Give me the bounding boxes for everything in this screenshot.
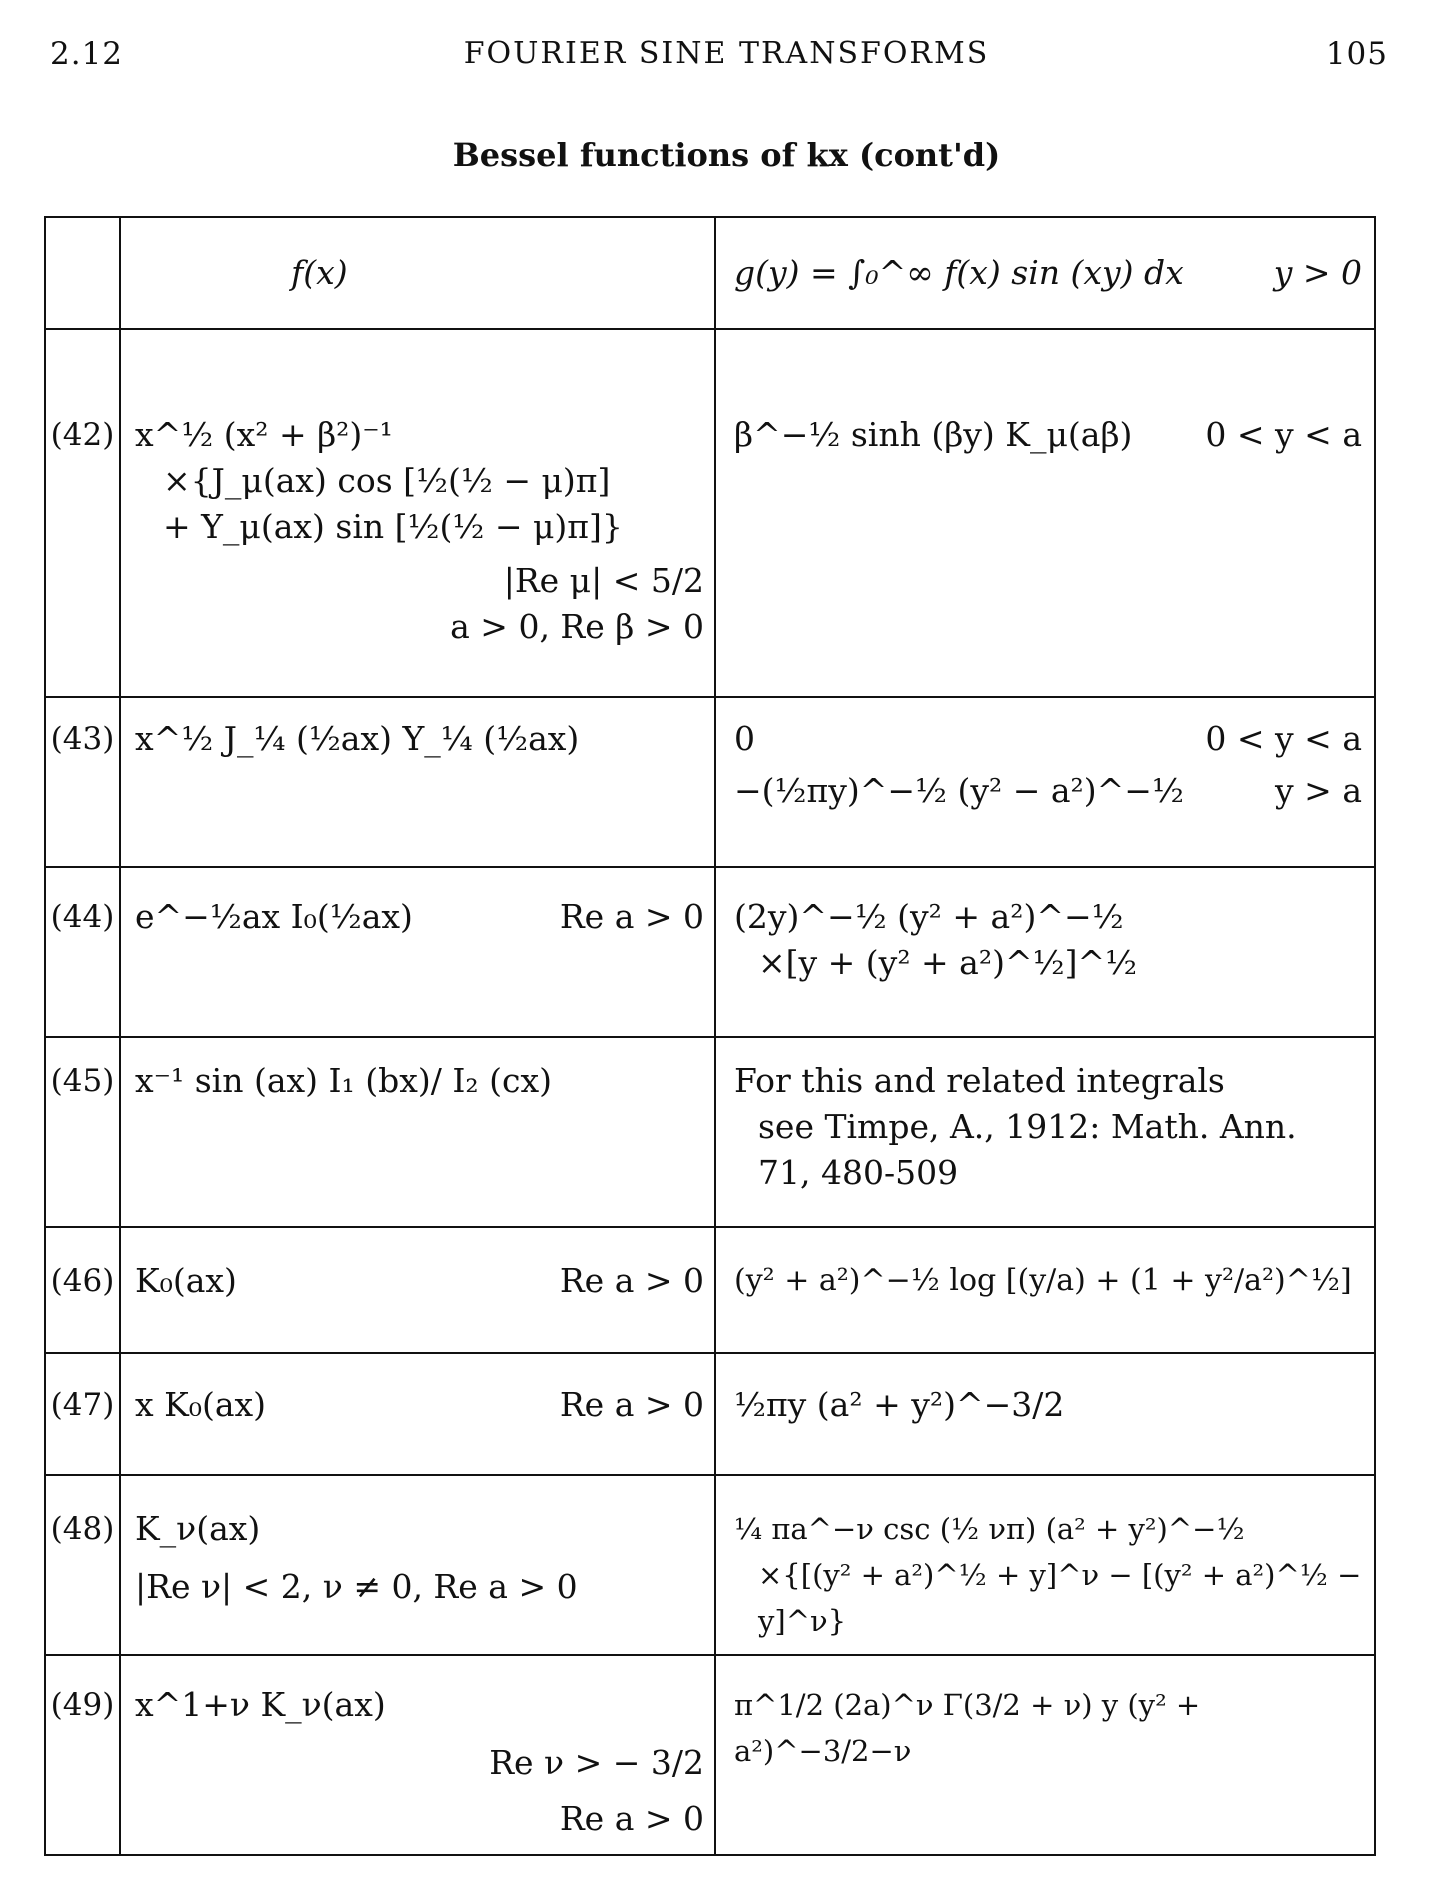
- f-line: x^½ J_¼ (½ax) Y_¼ (½ax): [135, 719, 580, 758]
- g-line: ×{[(y² + a²)^½ + y]^ν − [(y² + a²)^½ − y]^ν}: [758, 1558, 1362, 1638]
- g-line: 71, 480-509: [758, 1153, 959, 1192]
- row-g-cell: [715, 1475, 1375, 1655]
- table-row: [45, 697, 1375, 867]
- row-g-cell: [715, 1353, 1375, 1475]
- f-condition: a > 0, Re β > 0: [450, 607, 704, 646]
- f-condition: Re a > 0: [559, 1385, 704, 1424]
- header-g-cell: [715, 217, 1375, 329]
- row-number: (42): [45, 329, 120, 697]
- row-number: (47): [45, 1353, 120, 1475]
- row-number: (46): [45, 1227, 120, 1353]
- header-f-cell: [120, 217, 715, 329]
- row-g-cell: [715, 867, 1375, 1037]
- table-row: [45, 867, 1375, 1037]
- row-g-cell: [715, 1655, 1375, 1855]
- table-row: [45, 329, 1375, 697]
- f-condition: |Re ν| < 2, ν ≠ 0, Re a > 0: [135, 1567, 578, 1606]
- row-number: (48): [45, 1475, 120, 1655]
- g-line: −(½πy)^−½ (y² − a²)^−½: [734, 771, 1184, 810]
- g-line: 0: [734, 719, 755, 758]
- row-number: (44): [45, 867, 120, 1037]
- f-line: + Y_μ(ax) sin [½(½ − μ)π]}: [163, 507, 623, 546]
- transform-table: [44, 216, 1376, 1856]
- running-title: FOURIER SINE TRANSFORMS: [463, 36, 990, 71]
- header-g-condition: y > 0: [1273, 253, 1362, 292]
- table-subtitle: Bessel functions of kx (cont'd): [452, 136, 1001, 174]
- table-row: [45, 1037, 1375, 1227]
- g-line: ×[y + (y² + a²)^½]^½: [758, 943, 1138, 982]
- g-line: (y² + a²)^−½ log [(y/a) + (1 + y²/a²)^½]: [734, 1263, 1352, 1298]
- table-row: [45, 1655, 1375, 1855]
- f-line: ×{J_μ(ax) cos [½(½ − μ)π]: [163, 461, 611, 500]
- row-f-cell: [120, 1353, 715, 1475]
- g-line: see Timpe, A., 1912: Math. Ann.: [758, 1107, 1297, 1146]
- g-line: (2y)^−½ (y² + a²)^−½: [734, 897, 1124, 936]
- row-g-cell: [715, 329, 1375, 697]
- header-g-label: g(y) = ∫₀^∞ f(x) sin (xy) dx: [734, 253, 1184, 292]
- f-line: x K₀(ax): [135, 1385, 267, 1424]
- f-line: e^−½ax I₀(½ax): [135, 897, 413, 936]
- f-line: x⁻¹ sin (ax) I₁ (bx)/ I₂ (cx): [135, 1061, 552, 1100]
- table-row: [45, 1227, 1375, 1353]
- table-row: [45, 1353, 1375, 1475]
- g-line: π^1/2 (2a)^ν Γ(3/2 + ν) y (y² + a²)^−3/2−ν: [734, 1688, 1201, 1768]
- row-f-cell: [120, 1475, 715, 1655]
- row-g-cell: [715, 697, 1375, 867]
- f-condition: Re a > 0: [559, 897, 704, 936]
- g-line: ½πy (a² + y²)^−3/2: [734, 1385, 1065, 1424]
- row-number: (49): [45, 1655, 120, 1855]
- row-f-cell: [120, 697, 715, 867]
- row-g-cell: [715, 1227, 1375, 1353]
- g-line: ¼ πa^−ν csc (½ νπ) (a² + y²)^−½: [734, 1512, 1245, 1546]
- g-line: For this and related integrals: [734, 1061, 1225, 1100]
- f-line: x^½ (x² + β²)⁻¹: [135, 415, 393, 454]
- table-row: [45, 1475, 1375, 1655]
- g-condition: 0 < y < a: [1205, 415, 1362, 454]
- row-g-cell: [715, 1037, 1375, 1227]
- g-line: β^−½ sinh (βy) K_μ(aβ): [734, 415, 1133, 454]
- header-f-label: f(x): [291, 253, 348, 292]
- section-number: 2.12: [50, 36, 124, 72]
- f-line: K_ν(ax): [135, 1509, 261, 1548]
- row-f-cell: [120, 329, 715, 697]
- header-num-cell: [45, 217, 120, 329]
- page-number: 105: [1325, 36, 1388, 72]
- f-condition: Re a > 0: [559, 1799, 704, 1838]
- row-f-cell: [120, 1655, 715, 1855]
- f-line: x^1+ν K_ν(ax): [135, 1685, 386, 1724]
- g-condition: 0 < y < a: [1205, 719, 1362, 758]
- row-number: (45): [45, 1037, 120, 1227]
- table-header-row: [45, 217, 1375, 329]
- f-condition: |Re μ| < 5/2: [503, 561, 704, 600]
- row-f-cell: [120, 867, 715, 1037]
- f-condition: Re ν > − 3/2: [489, 1743, 704, 1782]
- row-f-cell: [120, 1037, 715, 1227]
- g-condition: y > a: [1275, 771, 1362, 810]
- f-condition: Re a > 0: [559, 1261, 704, 1300]
- row-f-cell: [120, 1227, 715, 1353]
- row-number: (43): [45, 697, 120, 867]
- f-line: K₀(ax): [135, 1261, 237, 1300]
